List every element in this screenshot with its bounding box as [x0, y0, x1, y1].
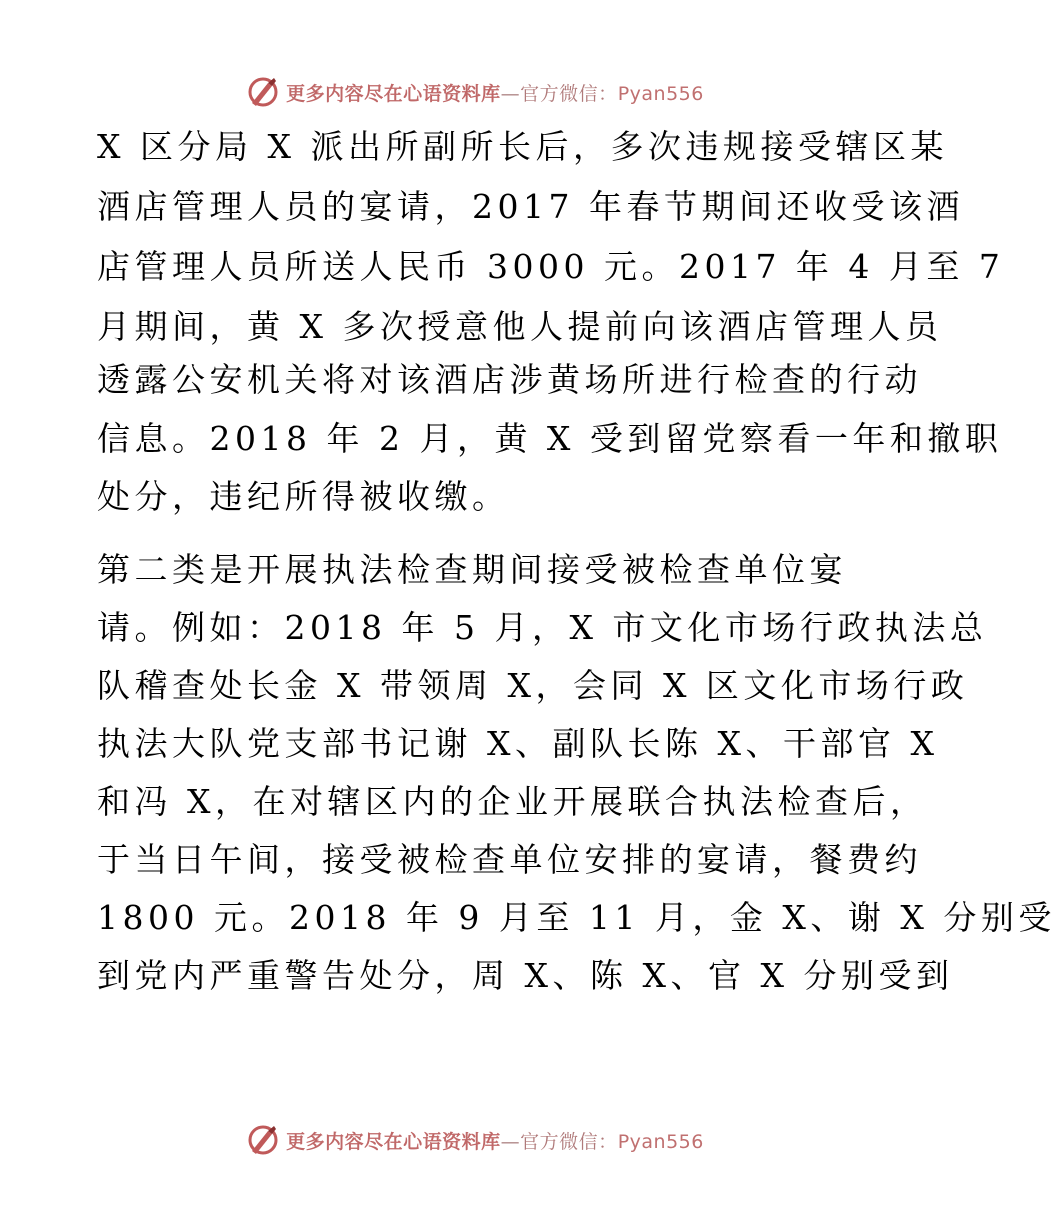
watermark-header	[0, 72, 950, 112]
paragraph-1-line-3: 店管理人员所送人民币 3000 元。2017 年 4 月至 7	[97, 247, 1005, 286]
watermark-brand: 更多内容尽在心语资料库	[286, 82, 501, 105]
watermark-text	[286, 79, 704, 106]
paragraph-2-line-3: 队稽查处长金 X 带领周 X，会同 X 区文化市场行政	[97, 666, 969, 705]
paragraph-1-line-6: 信息。2018 年 2 月，黄 X 受到留党察看一年和撤职	[97, 419, 1003, 458]
watermark-wechat-id: Pyan556	[617, 82, 704, 105]
paragraph-1-line-7: 处分，违纪所得被收缴。	[97, 477, 510, 516]
paragraph-2-line-7: 1800 元。2018 年 9 月至 11 月，金 X、谢 X 分别受	[97, 898, 1056, 937]
watermark-dash: —	[500, 1130, 521, 1153]
paragraph-2-line-1: 第二类是开展执法检查期间接受被检查单位宴	[97, 550, 847, 589]
watermark-footer	[0, 1120, 950, 1160]
paragraph-1-line-1: X 区分局 X 派出所副所长后，多次违规接受辖区某	[97, 127, 948, 166]
paragraph-1-line-4: 月期间，黄 X 多次授意他人提前向该酒店管理人员	[97, 307, 943, 346]
watermark-wechat-id: Pyan556	[617, 1130, 704, 1153]
paragraph-2-line-6: 于当日午间，接受被检查单位安排的宴请，餐费约	[97, 840, 922, 879]
watermark-wechat-label: 官方微信：	[520, 82, 618, 105]
paragraph-2-line-4: 执法大队党支部书记谢 X、副队长陈 X、干部官 X	[97, 724, 939, 763]
paragraph-1-line-2: 酒店管理人员的宴请，2017 年春节期间还收受该酒	[97, 187, 964, 226]
watermark-text	[286, 1127, 704, 1154]
paragraph-1-line-5: 透露公安机关将对该酒店涉黄场所进行检查的行动	[97, 360, 922, 399]
paragraph-2-line-5: 和冯 X，在对辖区内的企业开展联合执法检查后，	[97, 782, 928, 821]
paragraph-2-line-2: 请。例如：2018 年 5 月，X 市文化市场行政执法总	[97, 608, 988, 647]
watermark-brand: 更多内容尽在心语资料库	[286, 1130, 501, 1153]
paragraph-2-line-8: 到党内严重警告处分，周 X、陈 X、官 X 分别受到	[97, 956, 954, 995]
pen-in-circle-logo-icon	[246, 75, 280, 109]
watermark-wechat-label: 官方微信：	[520, 1130, 618, 1153]
pen-in-circle-logo-icon	[246, 1123, 280, 1157]
watermark-dash: —	[500, 82, 521, 105]
